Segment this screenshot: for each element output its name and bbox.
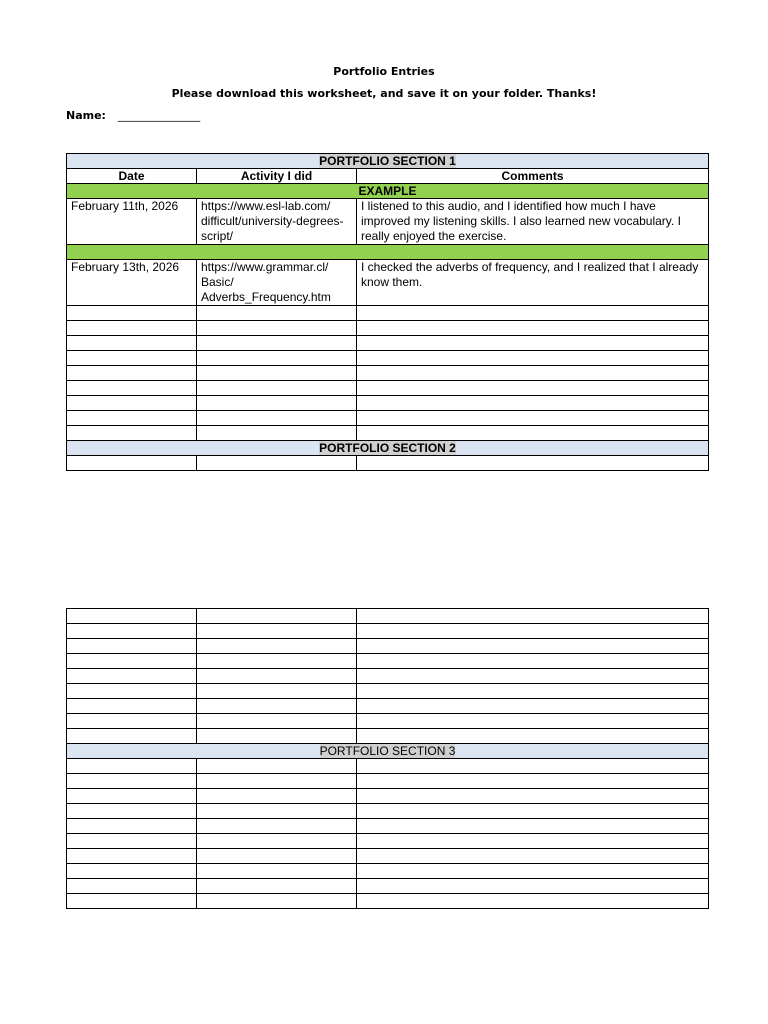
empty-cell[interactable] <box>197 639 357 654</box>
empty-cell[interactable] <box>67 834 197 849</box>
empty-cell[interactable] <box>357 336 709 351</box>
empty-cell[interactable] <box>197 759 357 774</box>
empty-cell[interactable] <box>197 684 357 699</box>
empty-cell[interactable] <box>67 306 197 321</box>
empty-cell[interactable] <box>67 426 197 441</box>
empty-cell[interactable] <box>357 306 709 321</box>
table-row <box>67 699 709 714</box>
section-2-title: PORTFOLIO SECTION 2 <box>319 441 456 455</box>
empty-cell[interactable] <box>67 336 197 351</box>
empty-cell[interactable] <box>197 609 357 624</box>
table-row <box>67 199 709 245</box>
empty-cell[interactable] <box>357 366 709 381</box>
date-column-header: Date <box>67 169 197 184</box>
empty-cell[interactable] <box>67 609 197 624</box>
table-row <box>67 864 709 879</box>
empty-cell[interactable] <box>197 789 357 804</box>
empty-cell[interactable] <box>357 351 709 366</box>
empty-cell[interactable] <box>357 699 709 714</box>
empty-cell[interactable] <box>197 306 357 321</box>
separator-row <box>67 245 709 260</box>
table-row <box>67 260 709 306</box>
empty-cell[interactable] <box>357 381 709 396</box>
table-row <box>67 714 709 729</box>
name-field <box>66 109 200 122</box>
empty-cell[interactable] <box>197 879 357 894</box>
empty-cell[interactable] <box>67 639 197 654</box>
empty-cell[interactable] <box>357 714 709 729</box>
page-title: Portfolio Entries <box>333 65 435 78</box>
empty-cell[interactable] <box>67 381 197 396</box>
instructions: Please download this worksheet, and save it on your folder. Thanks! <box>171 87 597 100</box>
table-row <box>67 804 709 819</box>
table-row <box>67 819 709 834</box>
table-row <box>67 321 709 336</box>
empty-cell[interactable] <box>197 381 357 396</box>
example-banner <box>67 184 709 199</box>
empty-cell[interactable] <box>357 684 709 699</box>
entry-date[interactable]: February 11th, 2026 <box>67 199 197 245</box>
empty-cell[interactable] <box>67 789 197 804</box>
empty-cell[interactable] <box>197 654 357 669</box>
portfolio-table-2 <box>66 608 709 909</box>
empty-cell[interactable] <box>67 684 197 699</box>
table-row <box>67 351 709 366</box>
empty-cell[interactable] <box>357 426 709 441</box>
empty-cell[interactable] <box>67 849 197 864</box>
empty-cell[interactable] <box>67 894 197 909</box>
empty-cell[interactable] <box>197 699 357 714</box>
empty-cell[interactable] <box>357 396 709 411</box>
empty-cell[interactable] <box>357 849 709 864</box>
empty-cell[interactable] <box>67 714 197 729</box>
example-label: EXAMPLE <box>67 184 709 199</box>
column-header-row <box>67 169 709 184</box>
empty-cell[interactable] <box>67 864 197 879</box>
table-row <box>67 654 709 669</box>
table-row <box>67 834 709 849</box>
empty-cell[interactable] <box>197 714 357 729</box>
section-1-header <box>67 154 709 169</box>
empty-cell[interactable] <box>197 321 357 336</box>
table-row <box>67 381 709 396</box>
empty-cell[interactable] <box>357 624 709 639</box>
empty-cell[interactable] <box>67 396 197 411</box>
table-row <box>67 306 709 321</box>
empty-cell[interactable] <box>67 321 197 336</box>
table-row <box>67 609 709 624</box>
empty-cell[interactable] <box>67 654 197 669</box>
empty-cell[interactable] <box>357 879 709 894</box>
name-label: Name: <box>66 109 106 122</box>
empty-cell[interactable] <box>197 864 357 879</box>
entry-activity[interactable]: https://www.grammar.cl/ Basic/ Adverbs_Frequency.htm <box>197 260 357 306</box>
empty-cell[interactable] <box>197 336 357 351</box>
empty-cell[interactable] <box>357 759 709 774</box>
empty-cell[interactable] <box>197 456 357 471</box>
table-row <box>67 669 709 684</box>
empty-cell[interactable] <box>67 699 197 714</box>
empty-cell[interactable] <box>67 366 197 381</box>
empty-cell[interactable] <box>197 411 357 426</box>
empty-cell[interactable] <box>197 366 357 381</box>
empty-cell[interactable] <box>357 864 709 879</box>
empty-cell[interactable] <box>67 411 197 426</box>
empty-cell[interactable] <box>357 609 709 624</box>
empty-cell[interactable] <box>357 456 709 471</box>
empty-cell[interactable] <box>67 759 197 774</box>
table-row <box>67 894 709 909</box>
empty-cell[interactable] <box>197 804 357 819</box>
entry-date[interactable]: February 13th, 2026 <box>67 260 197 306</box>
empty-cell[interactable] <box>197 834 357 849</box>
portfolio-table-1 <box>66 153 709 471</box>
empty-cell[interactable] <box>197 849 357 864</box>
table-row <box>67 759 709 774</box>
table-row <box>67 849 709 864</box>
entry-activity[interactable]: https://www.esl-lab.com/ difficult/university-degrees-script/ <box>197 199 357 245</box>
empty-cell[interactable] <box>357 804 709 819</box>
table-row <box>67 624 709 639</box>
empty-cell[interactable] <box>197 669 357 684</box>
empty-cell[interactable] <box>67 729 197 744</box>
table-row <box>67 729 709 744</box>
empty-cell[interactable] <box>67 624 197 639</box>
table-row <box>67 456 709 471</box>
table-row <box>67 336 709 351</box>
activity-column-header: Activity I did <box>197 169 357 184</box>
name-blank[interactable]: _______________ <box>117 109 201 122</box>
empty-cell[interactable] <box>197 774 357 789</box>
empty-cell[interactable] <box>357 729 709 744</box>
section-2-header <box>67 441 709 456</box>
empty-cell[interactable] <box>67 774 197 789</box>
empty-cell[interactable] <box>357 639 709 654</box>
empty-cell[interactable] <box>357 321 709 336</box>
empty-cell[interactable] <box>197 819 357 834</box>
section-1-title: PORTFOLIO SECTION 1 <box>319 154 456 168</box>
empty-cell[interactable] <box>67 804 197 819</box>
section-3-title: PORTFOLIO SECTION 3 <box>319 744 456 758</box>
table-row <box>67 366 709 381</box>
empty-cell[interactable] <box>357 819 709 834</box>
empty-cell[interactable] <box>357 789 709 804</box>
empty-cell[interactable] <box>197 351 357 366</box>
table-row <box>67 879 709 894</box>
empty-cell[interactable] <box>357 894 709 909</box>
empty-cell[interactable] <box>357 669 709 684</box>
empty-cell[interactable] <box>67 456 197 471</box>
empty-cell[interactable] <box>67 819 197 834</box>
empty-cell[interactable] <box>67 351 197 366</box>
entry-comments[interactable]: I checked the adverbs of frequency, and I realized that I already know them. <box>357 260 709 306</box>
empty-cell[interactable] <box>197 894 357 909</box>
section-3-header <box>67 744 709 759</box>
empty-cell[interactable] <box>357 834 709 849</box>
empty-cell[interactable] <box>197 396 357 411</box>
empty-cell[interactable] <box>197 426 357 441</box>
empty-cell[interactable] <box>197 729 357 744</box>
table-row <box>67 639 709 654</box>
empty-cell[interactable] <box>197 624 357 639</box>
table-row <box>67 684 709 699</box>
entry-comments[interactable]: I listened to this audio, and I identified how much I have improved my listening skills. I also learned new vocabulary. I really enjoyed the exercise. <box>357 199 709 245</box>
table-row <box>67 411 709 426</box>
empty-cell[interactable] <box>357 411 709 426</box>
empty-cell[interactable] <box>357 774 709 789</box>
table-row <box>67 396 709 411</box>
empty-cell[interactable] <box>357 654 709 669</box>
comments-column-header: Comments <box>357 169 709 184</box>
empty-cell[interactable] <box>67 879 197 894</box>
table-row <box>67 789 709 804</box>
empty-cell[interactable] <box>67 669 197 684</box>
table-row <box>67 774 709 789</box>
table-row <box>67 426 709 441</box>
